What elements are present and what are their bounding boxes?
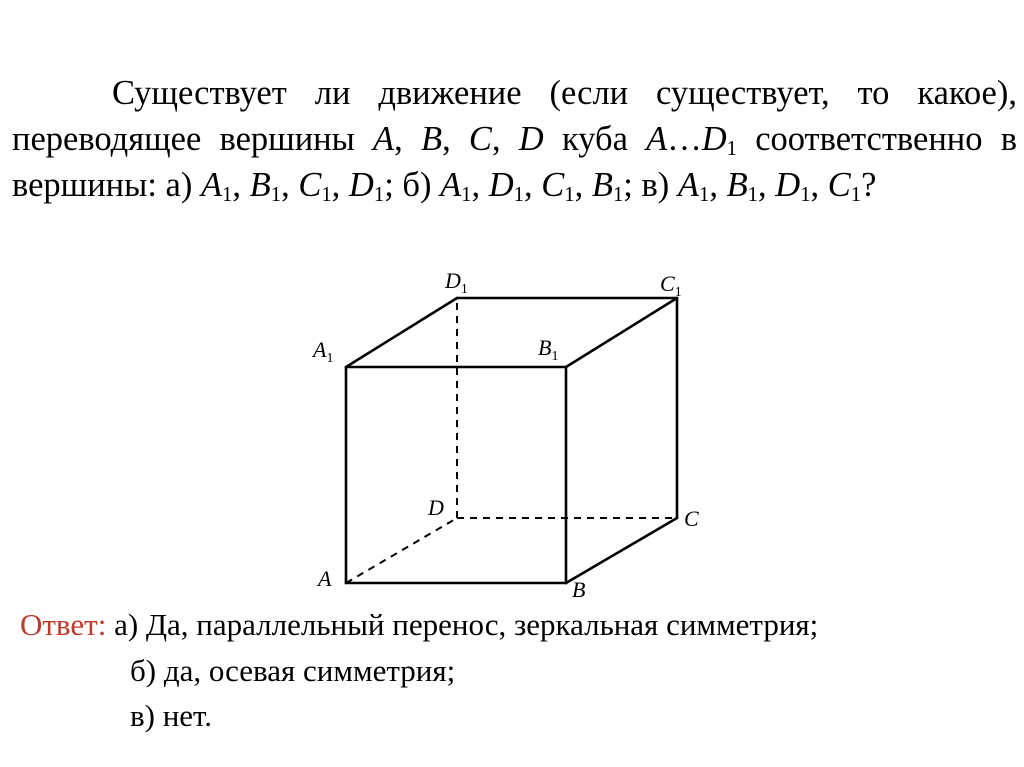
vertex-label-D: D [428, 495, 444, 520]
vertex-label-B1: $B_1$ [538, 335, 559, 364]
answer-line-c: в) нет. [130, 698, 213, 733]
vertex-label-D1: $D_1$ [445, 268, 468, 297]
edge-A1-D1 [346, 298, 457, 367]
edge-A-D [346, 518, 457, 583]
vertex-label-B: B [572, 577, 586, 602]
problem-text: Существует ли движение (если существует, то какое), переводящее вершины A, B, C, D куба $A\dots D_1$ соответственно в вершины: а) $A_1$, $B_1$, $C_1$, $D_1$; б) $A_1$, $D_1$, $C_1$, $B_1$; в) $A_1$, $B_1$, $D_1$, $C_1$? [12, 74, 1018, 207]
vertex-label-C1: $C_1$ [660, 271, 682, 300]
edge-B-C [566, 518, 677, 583]
answer-label: Ответ: [20, 607, 107, 642]
vertex-label-A: A [318, 566, 332, 591]
answer-line-a [20, 607, 818, 643]
answer-a-text: а) Да, параллельный перенос, зеркальная симметрия; [106, 607, 819, 642]
vertex-label-A1: $A_1$ [313, 337, 334, 366]
answer-line-b: б) да, осевая симметрия; [130, 653, 456, 688]
vertex-label-C: C [684, 506, 699, 531]
edge-B1-C1 [566, 298, 677, 367]
